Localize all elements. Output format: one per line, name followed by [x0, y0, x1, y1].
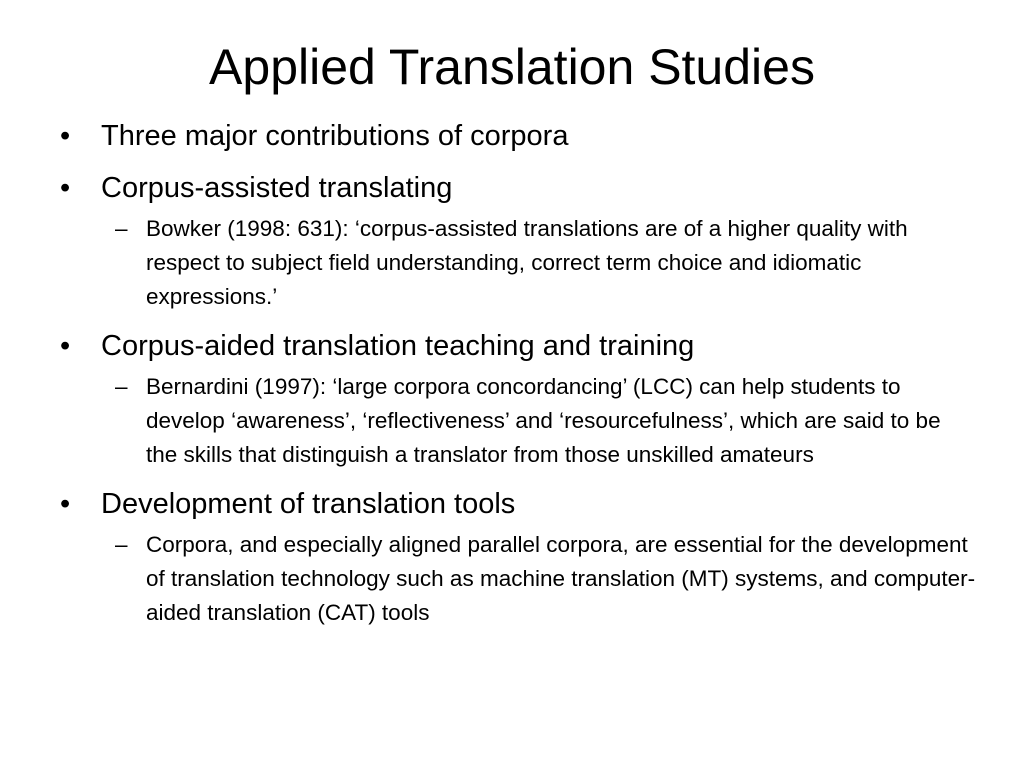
bullet-item: [60, 326, 980, 366]
bullet-marker: •: [60, 120, 71, 152]
sub-bullet-item: [115, 212, 976, 314]
bullet-text: Corpus-aided translation teaching and training: [101, 330, 695, 362]
bullet-marker: •: [60, 330, 71, 362]
bullet-item: [60, 484, 980, 524]
bullet-list: [60, 116, 980, 630]
bullet-marker: •: [60, 172, 71, 204]
sub-bullet-item: [115, 370, 976, 472]
bullet-text: Development of translation tools: [101, 488, 516, 520]
sub-bullet-text: Bernardini (1997): ‘large corpora concordancing’ (LCC) can help students to develop ‘awareness’, ‘reflectiveness’ and ‘resourcefulness’, which are said to be the skills that distinguish a translator from those unskilled amateurs: [146, 374, 941, 467]
bullet-marker: •: [60, 488, 71, 520]
bullet-text: Corpus-assisted translating: [101, 172, 453, 204]
sub-bullet-marker: –: [115, 374, 128, 399]
sub-bullet-marker: –: [115, 216, 128, 241]
sub-bullet-marker: –: [115, 532, 128, 557]
bullet-item: [60, 116, 980, 156]
sub-bullet-text: Bowker (1998: 631): ‘corpus-assisted translations are of a higher quality with respect to subject field understanding, correct term choice and idiomatic expressions.’: [146, 216, 908, 309]
bullet-item: [60, 168, 980, 208]
sub-bullet-text: Corpora, and especially aligned parallel corpora, are essential for the development of translation technology such as machine translation (MT) systems, and computer-aided translation (CAT) tools: [146, 532, 976, 625]
bullet-text: Three major contributions of corpora: [101, 120, 569, 152]
slide-title: Applied Translation Studies: [209, 39, 815, 95]
sub-bullet-item: [115, 528, 976, 630]
